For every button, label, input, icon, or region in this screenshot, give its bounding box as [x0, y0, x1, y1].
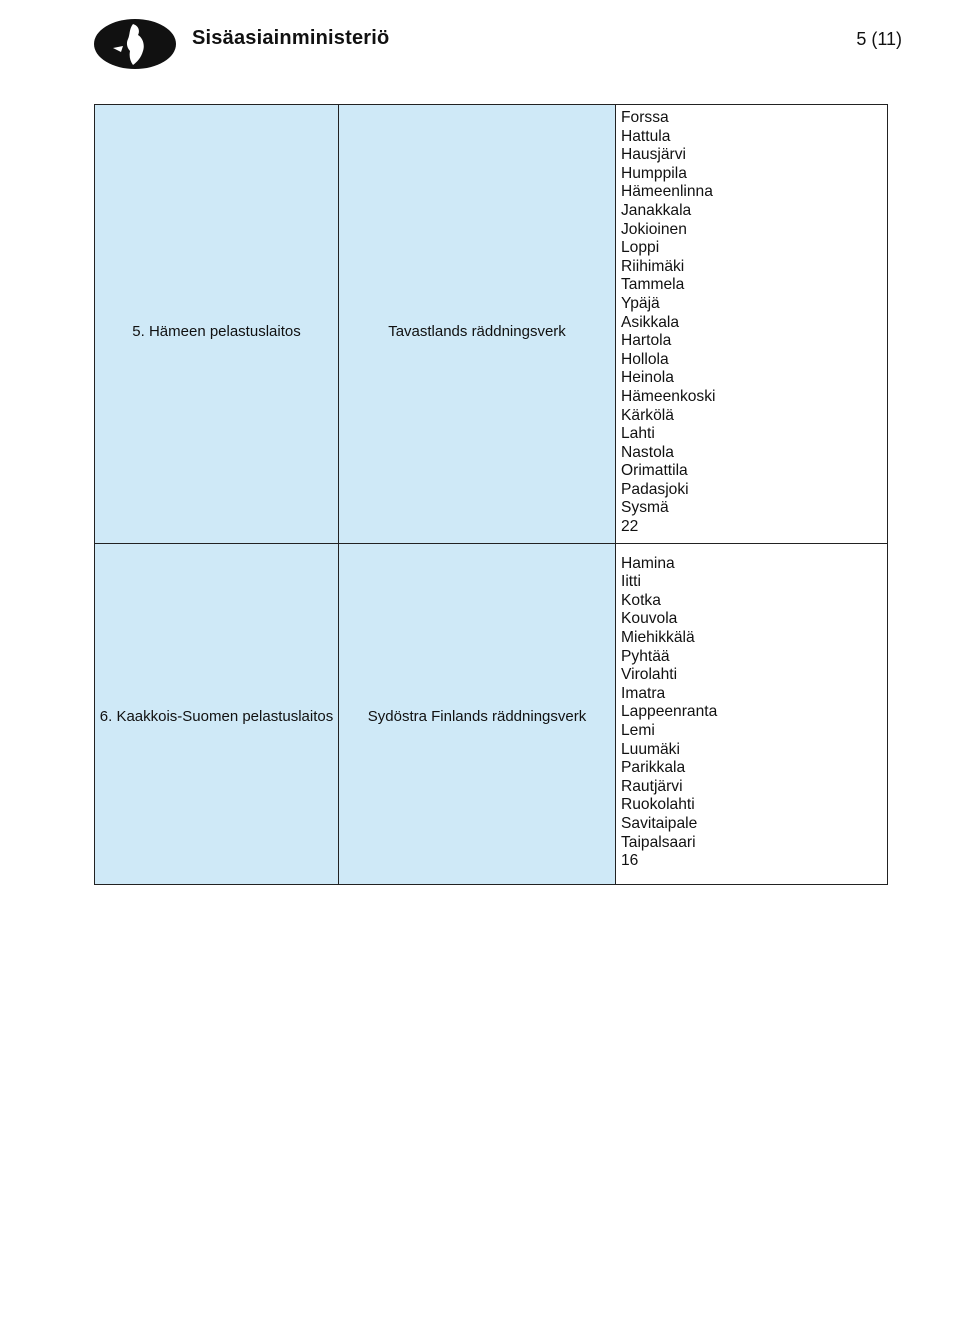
- municipality-count: 22: [621, 518, 639, 536]
- municipality-item: Heinola: [621, 369, 674, 387]
- municipality-item: Taipalsaari: [621, 833, 696, 851]
- municipality-item: Lahti: [621, 425, 655, 443]
- municipality-item: Riihimäki: [621, 257, 685, 275]
- swedish-name-cell: [339, 105, 616, 544]
- swedish-name: Sydöstra Finlands räddningsverk: [367, 708, 587, 726]
- municipality-item: Orimattila: [621, 462, 688, 480]
- municipality-item: Pyhtää: [621, 647, 670, 665]
- table-row: [95, 543, 888, 884]
- municipalities-cell: [616, 543, 888, 884]
- municipality-item: Kärkölä: [621, 406, 674, 424]
- municipality-item: Lappeenranta: [621, 703, 718, 721]
- municipality-item: Hämeenlinna: [621, 183, 713, 201]
- municipalities-cell: [616, 105, 888, 544]
- municipality-item: Virolahti: [621, 666, 678, 684]
- municipality-item: Kotka: [621, 591, 661, 609]
- finnish-name: 5. Hämeen pelastuslaitos: [132, 323, 301, 341]
- municipality-item: Savitaipale: [621, 814, 698, 832]
- municipality-item: Asikkala: [621, 313, 680, 331]
- swedish-name-cell: [339, 543, 616, 884]
- table-row: [95, 105, 888, 544]
- finland-lion-emblem-icon: [93, 18, 177, 70]
- municipality-item: Hämeenkoski: [621, 387, 716, 405]
- municipality-item: Parikkala: [621, 759, 686, 777]
- municipality-item: Humppila: [621, 164, 687, 182]
- finnish-name-cell: [95, 105, 339, 544]
- rescue-services-table: [94, 104, 888, 885]
- municipality-item: Nastola: [621, 443, 674, 461]
- municipality-item: Iitti: [621, 573, 641, 591]
- municipality-list: [621, 109, 887, 518]
- municipality-item: Ypäjä: [621, 294, 660, 312]
- municipality-item: Lemi: [621, 721, 655, 739]
- municipality-item: Hartola: [621, 332, 672, 350]
- municipality-item: Jokioinen: [621, 220, 687, 238]
- municipality-item: Luumäki: [621, 740, 680, 758]
- municipality-item: Hattula: [621, 127, 671, 145]
- municipality-list: [621, 555, 887, 853]
- municipality-item: Loppi: [621, 239, 660, 257]
- municipality-item: Hamina: [621, 554, 675, 572]
- municipality-item: Hausjärvi: [621, 146, 686, 164]
- finnish-name-cell: [95, 543, 339, 884]
- municipality-item: Hollola: [621, 350, 669, 368]
- municipality-item: Miehikkälä: [621, 628, 695, 646]
- municipality-item: Rautjärvi: [621, 777, 683, 795]
- page-header: [0, 0, 960, 90]
- municipality-item: Forssa: [621, 109, 669, 126]
- municipality-item: Tammela: [621, 276, 685, 294]
- organization-name: Sisäasiainministeriö: [192, 27, 390, 49]
- municipality-item: Janakkala: [621, 201, 692, 219]
- municipality-count: 16: [621, 852, 639, 870]
- municipality-item: Imatra: [621, 684, 666, 702]
- page-number: 5 (11): [856, 29, 902, 49]
- municipality-item: Padasjoki: [621, 480, 689, 498]
- municipality-item: Sysmä: [621, 499, 669, 517]
- swedish-name: Tavastlands räddningsverk: [388, 323, 566, 341]
- municipality-item: Kouvola: [621, 610, 678, 628]
- finnish-name: 6. Kaakkois-Suomen pelastuslaitos: [99, 708, 334, 726]
- municipality-item: Ruokolahti: [621, 796, 695, 814]
